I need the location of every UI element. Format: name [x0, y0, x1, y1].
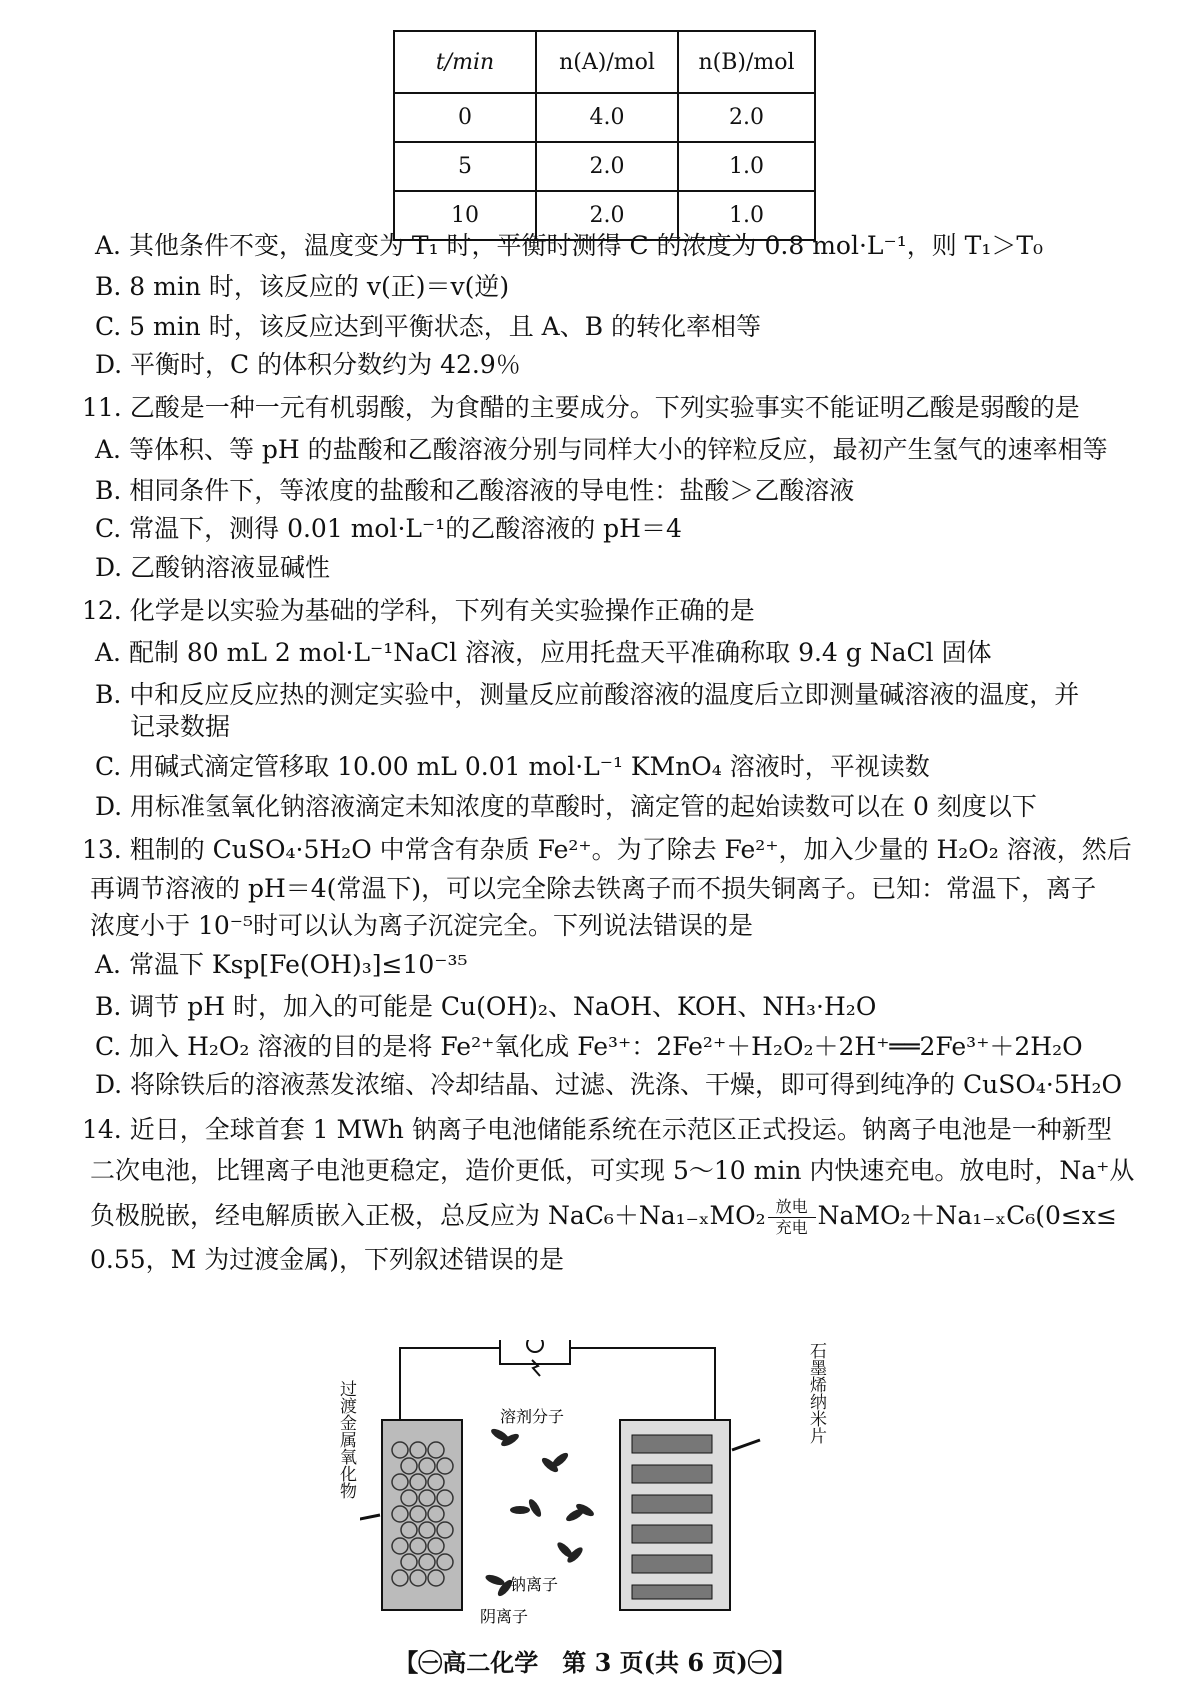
q11-stem: 11. 乙酸是一种一元有机弱酸，为食醋的主要成分。下列实验事实不能证明乙酸是弱酸的是: [82, 393, 1080, 422]
table-cell: 4.0: [536, 93, 678, 142]
frac-bottom: 充电: [775, 1218, 808, 1237]
q11-option-a: A. 等体积、等 pH 的盐酸和乙酸溶液分别与同样大小的锌粒反应，最初产生氢气的速率相等: [95, 435, 1108, 464]
table-cell: 2.0: [536, 142, 678, 191]
table-row: [394, 142, 815, 191]
left-label-arrow: [360, 1515, 380, 1520]
q12-option-a: A. 配制 80 mL 2 mol·L⁻¹NaCl 溶液，应用托盘天平准确称取 9.4 g NaCl 固体: [95, 638, 992, 667]
q10-option-a: A. 其他条件不变，温度变为 T₁ 时，平衡时测得 C 的浓度为 0.8 mol·L⁻¹，则 T₁＞T₀: [95, 231, 1044, 260]
table-cell: 2.0: [678, 93, 815, 142]
q11-option-c: C. 常温下，测得 0.01 mol·L⁻¹的乙酸溶液的 pH＝4: [95, 514, 682, 543]
circuit-wire-left: [400, 1348, 500, 1420]
q13-option-b: B. 调节 pH 时，加入的可能是 Cu(OH)₂、NaOH、KOH、NH₃·H₂O: [95, 992, 877, 1021]
battery-diagram: [360, 1340, 820, 1630]
q13-option-c: C. 加入 H₂O₂ 溶液的目的是将 Fe²⁺氧化成 Fe³⁺：2Fe²⁺＋H₂O₂＋2H⁺══2Fe³⁺＋2H₂O: [95, 1032, 1083, 1061]
table-cell: 0: [394, 93, 536, 142]
q14-stem-line2: 二次电池，比锂离子电池更稳定，造价更低，可实现 5～10 min 内快速充电。放电时，Na⁺从: [90, 1156, 1135, 1185]
q13-option-a: A. 常温下 Ksp[Fe(OH)₃]≤10⁻³⁵: [95, 950, 468, 979]
anion-label: 阴离子: [480, 1607, 529, 1626]
table-header: t/min: [394, 31, 536, 93]
right-label-arrow: [732, 1440, 760, 1450]
q12-option-b-continued: 记录数据: [130, 712, 231, 741]
q11-option-d: D. 乙酸钠溶液显碱性: [95, 553, 331, 582]
q13-stem-line2: 再调节溶液的 pH＝4(常温下)，可以完全除去铁离子而不损失铜离子。已知：常温下，离子: [90, 874, 1097, 903]
solvent-label: 溶剂分子: [500, 1407, 565, 1426]
left-vertical-label: 过渡金属氧化物: [336, 1380, 356, 1499]
table-header: n(A)/mol: [536, 31, 678, 93]
table-cell: 1.0: [678, 142, 815, 191]
q14-equation-left: 负极脱嵌，经电解质嵌入正极，总反应为 NaC₆＋Na₁₋ₓMO₂: [90, 1201, 766, 1230]
frac-top: 放电: [775, 1197, 808, 1216]
left-electrode: [382, 1420, 462, 1610]
q11-option-b: B. 相同条件下，等浓度的盐酸和乙酸溶液的导电性：盐酸＞乙酸溶液: [95, 476, 855, 505]
q10-option-c: C. 5 min 时，该反应达到平衡状态，且 A、B 的转化率相等: [95, 312, 762, 341]
table-cell: 5: [394, 142, 536, 191]
table-header: n(B)/mol: [678, 31, 815, 93]
q14-equation-right: NaMO₂＋Na₁₋ₓC₆(0≤x≤: [817, 1201, 1117, 1230]
table-cell: 10: [394, 191, 536, 240]
q14-stem-line4: 0.55，M 为过渡金属)，下列叙述错误的是: [90, 1245, 564, 1274]
q12-option-d: D. 用标准氢氧化钠溶液滴定未知浓度的草酸时，滴定管的起始读数可以在 0 刻度以下: [95, 792, 1037, 821]
q12-option-b: B. 中和反应反应热的测定实验中，测量反应前酸溶液的温度后立即测量碱溶液的温度，并: [95, 680, 1080, 709]
q14-stem: 14. 近日，全球首套 1 MWh 钠离子电池储能系统在示范区正式投运。钠离子电池是一种新型: [82, 1115, 1112, 1144]
q10-option-b: B. 8 min 时，该反应的 v(正)＝v(逆): [95, 272, 510, 301]
q12-option-c: C. 用碱式滴定管移取 10.00 mL 0.01 mol·L⁻¹ KMnO₄ 溶液时，平视读数: [95, 752, 930, 781]
table-cell: 1.0: [678, 191, 815, 240]
q12-stem: 12. 化学是以实验为基础的学科，下列有关实验操作正确的是: [82, 596, 755, 625]
q13-stem-line3: 浓度小于 10⁻⁵时可以认为离子沉淀完全。下列说法错误的是: [90, 911, 753, 940]
q13-stem: 13. 粗制的 CuSO₄·5H₂O 中常含有杂质 Fe²⁺。为了除去 Fe²⁺，加入少量的 H₂O₂ 溶液，然后: [82, 835, 1132, 864]
circuit-wire-right: [570, 1348, 715, 1420]
solvent-molecules: [484, 1427, 595, 1599]
table-cell: 2.0: [536, 191, 678, 240]
q13-option-d: D. 将除铁后的溶液蒸发浓缩、冷却结晶、过滤、洗涤、干燥，即可得到纯净的 CuSO₄·5H₂O: [95, 1070, 1123, 1099]
right-vertical-label: 石墨烯纳米片: [806, 1342, 826, 1444]
bulb-icon: [527, 1340, 543, 1352]
q14-stem-line3: [90, 1198, 1117, 1237]
page-footer: 【㊀高二化学 第 3 页(共 6 页)㊀】: [394, 1648, 796, 1677]
reaction-arrow: [768, 1198, 816, 1237]
q10-option-d: D. 平衡时，C 的体积分数约为 42.9％: [95, 350, 521, 379]
table-row: [394, 93, 815, 142]
table-header-row: [394, 31, 815, 93]
data-table: [393, 30, 816, 241]
sodium-label: 钠离子: [510, 1575, 559, 1594]
